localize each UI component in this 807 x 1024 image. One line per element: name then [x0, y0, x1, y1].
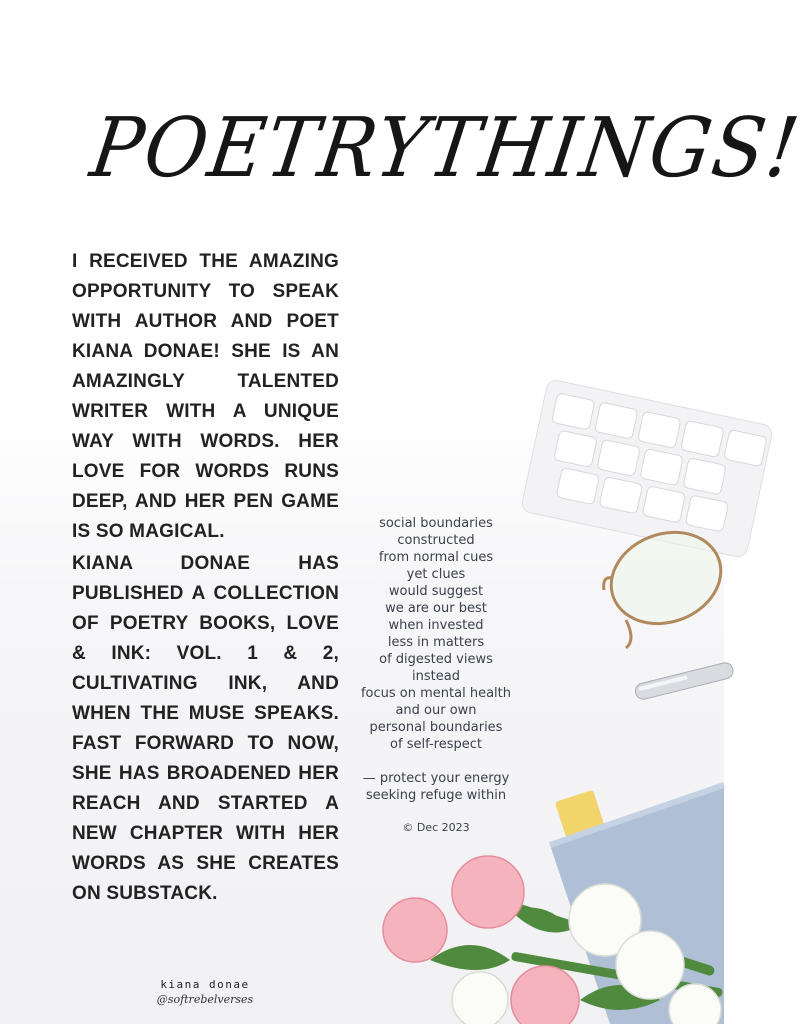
glasses-illustration	[596, 520, 724, 650]
poem-closing-line: seeking refuge within	[365, 788, 507, 803]
poem-line: of self-respect	[390, 737, 482, 752]
poem-line: less in matters	[387, 635, 485, 650]
poem-line: social boundaries	[379, 516, 493, 531]
author-handle: @softrebelverses	[156, 993, 254, 1006]
page-title: POETRYTHINGS!	[85, 99, 807, 196]
poem-closing-line: — protect your energy	[362, 771, 510, 786]
poem-line: focus on mental health	[360, 686, 511, 701]
flowers-illustration	[360, 850, 724, 1024]
poem-line: would suggest	[388, 584, 484, 599]
poem-line: and our own	[395, 703, 477, 718]
poem-line: instead	[412, 669, 460, 684]
poem-line: when invested	[388, 618, 484, 633]
poem-line: from normal cues	[378, 550, 494, 565]
poem-line: personal boundaries	[369, 720, 503, 735]
poem-line: yet clues	[406, 567, 466, 582]
author-name: kiana donae	[160, 978, 250, 991]
poem	[350, 515, 522, 804]
publications-paragraph: KIANA DONAE HAS PUBLISHED A COLLECTION OF POETRY BOOKS, LOVE & INK: VOL. 1 & 2, CULTIVATING INK, AND WHEN THE MUSE SPEAKS. FAST FORWARD TO NOW, SHE HAS BROADENED HER REACH AND STARTED A NEW CHAPTER WITH HER WORDS AS SHE CREATES ON SUBSTACK.	[72, 553, 339, 904]
poem-stanza-gap	[350, 753, 522, 770]
poem-copyright: © Dec 2023	[402, 821, 470, 834]
intro-paragraph: I RECEIVED THE AMAZING OPPORTUNITY TO SPEAK WITH AUTHOR AND POET KIANA DONAE! SHE IS AN AMAZINGLY TALENTED WRITER WITH A UNIQUE WAY WITH WORDS. HER LOVE FOR WORDS RUNS DEEP, AND HER PEN GAME IS SO MAGICAL.	[72, 251, 339, 542]
poem-line: constructed	[397, 533, 475, 548]
pen-illustration	[628, 655, 724, 707]
poem-line: of digested views	[379, 652, 493, 667]
poem-line: we are our best	[385, 601, 487, 616]
